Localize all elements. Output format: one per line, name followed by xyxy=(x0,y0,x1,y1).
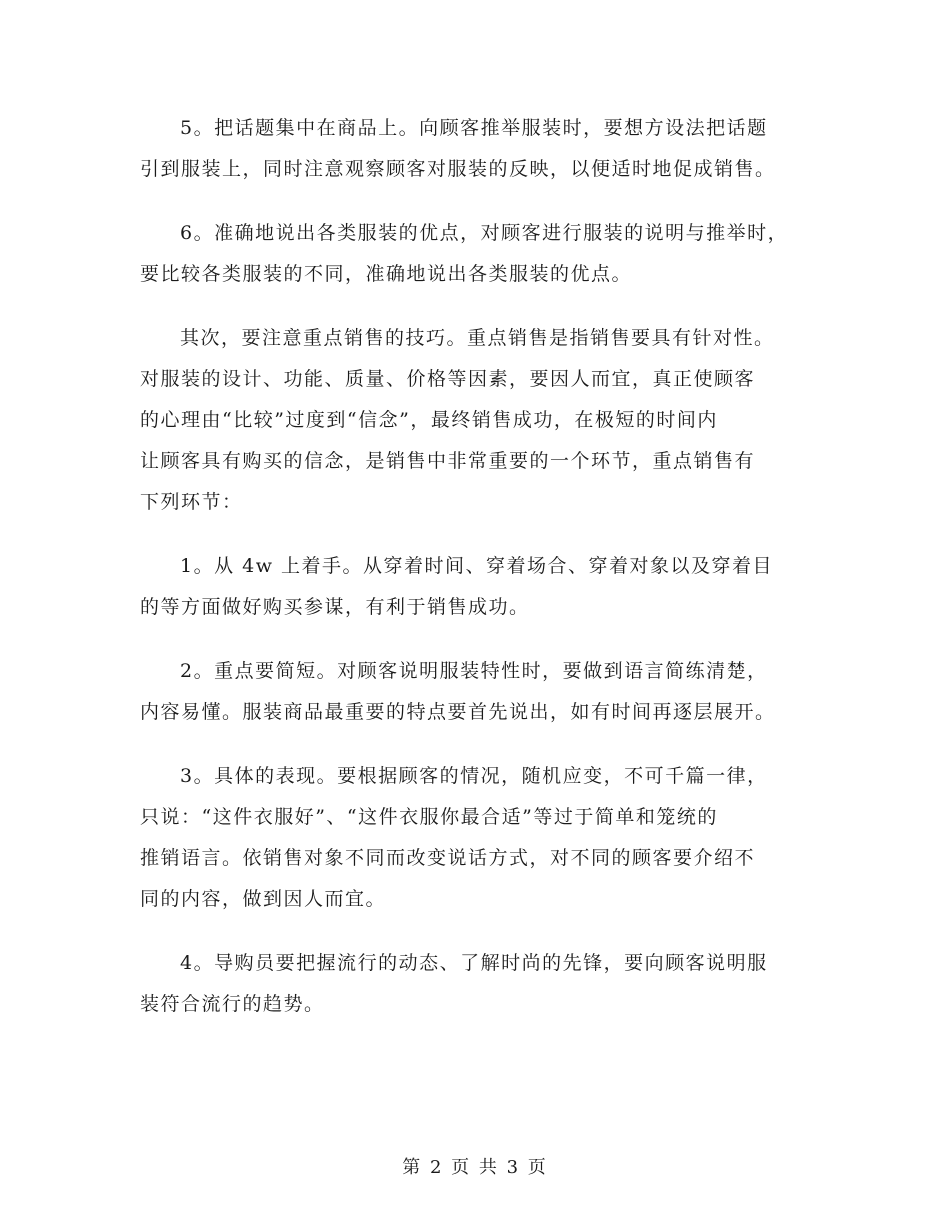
paragraph-line: 装符合流行的趋势。 xyxy=(140,993,325,1015)
paragraph-2 xyxy=(140,651,820,733)
paragraph-line: 3。具体的表现。要根据顾客的情况，随机应变，不可千篇一律， xyxy=(180,765,768,787)
paragraph-line: 内容易懂。服装商品最重要的特点要首先说出，如有时间再逐层展开。 xyxy=(140,701,776,723)
paragraph-line: 对服装的设计、功能、质量、价格等因素，要因人而宜，真正使顾客 xyxy=(140,368,756,390)
paragraph-line: 5。把话题集中在商品上。向顾客推举服装时，要想方设法把话题 xyxy=(180,117,768,139)
paragraph-3 xyxy=(140,756,820,920)
document-body xyxy=(140,108,820,1048)
paragraph-4 xyxy=(140,943,820,1025)
paragraph-line: 让顾客具有购买的信念，是销售中非常重要的一个环节，重点销售有 xyxy=(140,450,756,472)
paragraph-focus-selling xyxy=(140,318,820,523)
paragraph-line: 1。从 4w 上着手。从穿着时间、穿着场合、穿着对象以及穿着目 xyxy=(180,555,774,577)
paragraph-5 xyxy=(140,108,820,190)
paragraph-line: 2。重点要简短。对顾客说明服装特性时，要做到语言简练清楚， xyxy=(180,660,768,682)
paragraph-line: 只说：“这件衣服好”、“这件衣服你最合适”等过于简单和笼统的 xyxy=(140,806,718,828)
page-number-footer: 第 2 页 共 3 页 xyxy=(402,1157,548,1178)
paragraph-line: 要比较各类服装的不同，准确地说出各类服装的优点。 xyxy=(140,263,633,285)
paragraph-line: 引到服装上，同时注意观察顾客对服装的反映，以便适时地促成销售。 xyxy=(140,158,776,180)
paragraph-line: 下列环节： xyxy=(140,491,243,513)
paragraph-line: 其次，要注意重点销售的技巧。重点销售是指销售要具有针对性。 xyxy=(180,327,775,349)
paragraph-line: 推销语言。依销售对象不同而改变说话方式，对不同的顾客要介绍不 xyxy=(140,847,756,869)
paragraph-1 xyxy=(140,546,820,628)
paragraph-line: 4。导购员要把握流行的动态、了解时尚的先锋，要向顾客说明服 xyxy=(180,952,768,974)
paragraph-line: 的心理由“比较”过度到“信念”，最终销售成功，在极短的时间内 xyxy=(140,409,718,431)
paragraph-line: 6。准确地说出各类服装的优点，对顾客进行服装的说明与推举时， xyxy=(180,222,789,244)
paragraph-6 xyxy=(140,213,820,295)
paragraph-line: 同的内容，做到因人而宜。 xyxy=(140,888,387,910)
paragraph-line: 的等方面做好购买参谋，有利于销售成功。 xyxy=(140,596,530,618)
